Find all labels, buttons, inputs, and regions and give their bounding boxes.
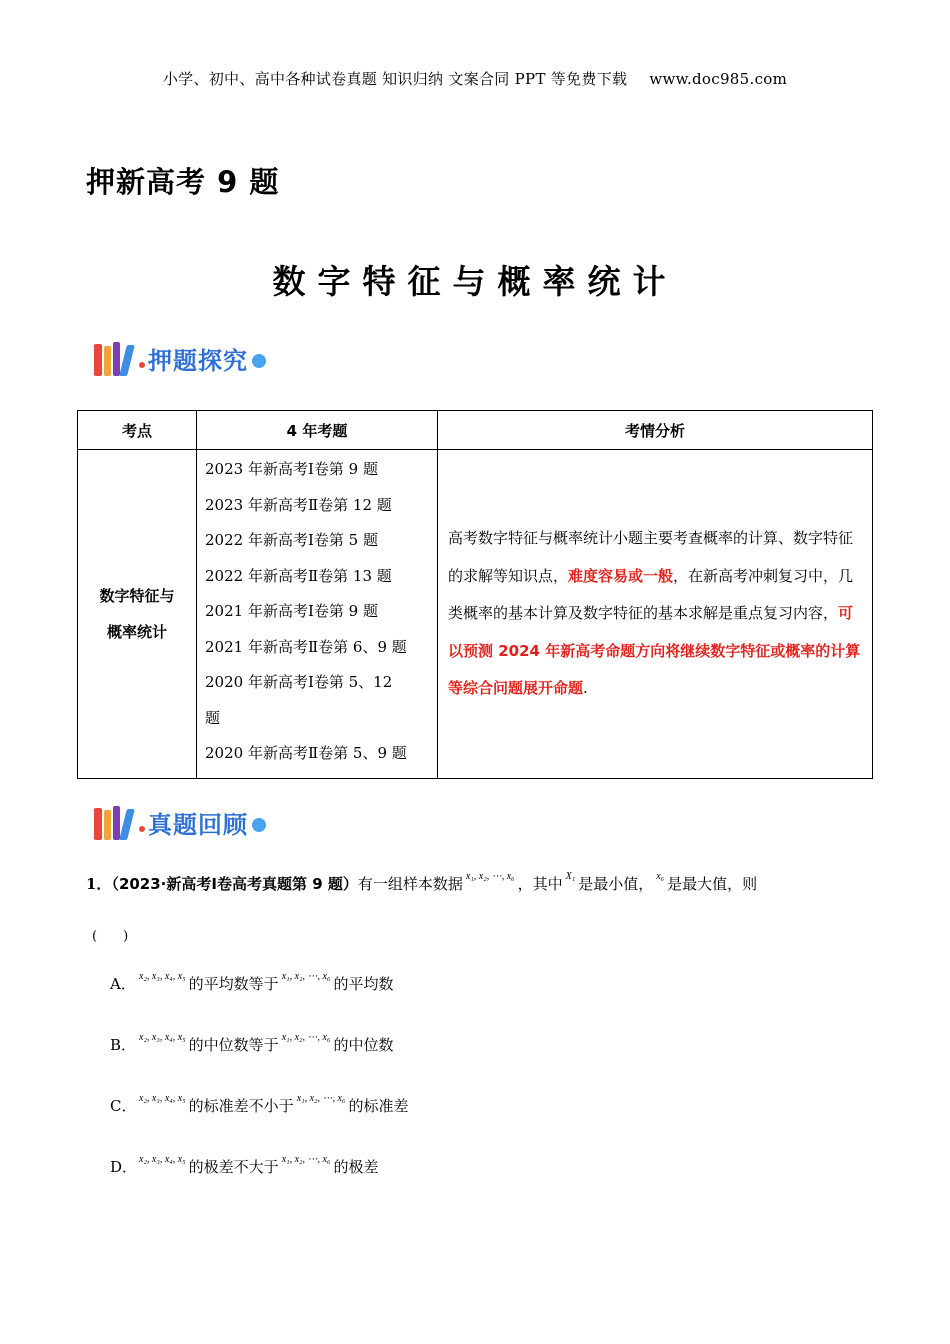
topic-line: 数字特征与 [99,586,175,605]
analysis-cell [438,450,873,779]
exams-cell [197,450,438,779]
option-text: 的极差不大于 [188,1158,279,1176]
math-vars: x₂, x₃, x₄, x₅ [139,1032,186,1043]
page-header [0,68,950,89]
option-text: 的中位数 [333,1036,394,1054]
math-vars: x₁, x₂, ⋯, x₆ [281,1154,331,1165]
exam-item: 2023 年新高考Ⅱ卷第 12 题 [205,495,392,514]
dot-icon [252,818,266,832]
math-var-min: X₁ [565,871,576,882]
math-var-max: x₆ [656,871,665,882]
question-stem [86,873,757,894]
option-c [110,1095,408,1116]
option-b [110,1034,393,1055]
option-text: 的平均数 [333,975,394,993]
topic-cell [78,450,197,779]
main-title: 数字特征与概率统计 [272,262,678,301]
table-row [78,450,873,779]
option-text: 的极差 [333,1158,379,1176]
section-title: 押题探究 [148,346,248,375]
analysis-highlight: 难度容易或一般 [568,566,674,585]
math-vars: x₁, x₂, ⋯, x₆ [281,971,331,982]
math-vars: x₂, x₃, x₄, x₅ [139,1154,186,1165]
header-text: 小学、初中、高中各种试卷真题 知识归纳 文案合同 PPT 等免费下载 [162,70,628,88]
option-label: D． [110,1158,138,1176]
math-vars: x₁, x₂, ⋯, x₆ [296,1093,346,1104]
option-label: C． [110,1097,137,1115]
section-badge-explore [92,336,266,380]
option-text: 的中位数等于 [188,1036,279,1054]
section-badge-review [92,800,266,844]
analysis-highlight: 可以预测 2024 年新高考命题方向将继续数字特征或概率的计算等综合问题展开命题 [448,604,861,697]
dot-icon [252,354,266,368]
exam-item: 2022 年新高考Ⅰ卷第 5 题 [205,531,378,549]
exam-item: 2022 年新高考Ⅱ卷第 13 题 [205,566,392,585]
section-title: 真题回顾 [148,810,248,839]
exam-item: 2021 年新高考Ⅰ卷第 9 题 [205,602,378,620]
question-source: （2023·新高考Ⅰ卷高考真题第 9 题） [111,875,358,893]
option-a [110,973,393,994]
answer-paren: ( ) [92,929,129,944]
question-text: 是最小值， [578,875,654,893]
col-header: 考点 [78,411,197,450]
col-header: 4 年考题 [197,411,438,450]
option-d [110,1156,378,1177]
option-text: 的平均数等于 [188,975,279,993]
exam-table [77,410,873,779]
question-text: 是最大值，则 [667,875,758,893]
header-site: www.doc985.com [649,70,788,88]
question-number: 1． [86,875,112,893]
analysis-text: 高考数字特征与概率统计小题主要考查概率的计算、数字特征的求解等知识点， [448,529,854,585]
exam-item: 2021 年新高考Ⅱ卷第 6、9 题 [205,637,407,656]
math-vars: x₂, x₃, x₄, x₅ [139,1093,186,1104]
question-text: 有一组样本数据 [357,875,463,893]
books-icon [92,802,136,842]
topic-line: 概率统计 [106,622,167,641]
exam-item: 题 [205,708,221,727]
math-vars: x₁, x₂, ⋯, x₆ [281,1032,331,1043]
exam-item: 2020 年新高考Ⅱ卷第 5、9 题 [205,744,407,762]
option-text: 的标准差不小于 [188,1097,294,1115]
exam-item: 2020 年新高考Ⅰ卷第 5、12 [205,673,393,691]
question-text: ，其中 [517,875,563,893]
option-label: B． [110,1036,137,1054]
series-title: 押新高考 9 题 [86,165,280,199]
col-header: 考情分析 [438,411,873,450]
exam-item: 2023 年新高考Ⅰ卷第 9 题 [205,460,378,478]
option-label: A． [110,975,136,993]
analysis-end: . [583,679,588,697]
table-header-row [78,411,873,450]
option-text: 的标准差 [348,1097,409,1115]
math-vars: x₁, x₂, ⋯, x₆ [465,871,515,882]
analysis-text: ，在新高考冲刺复习中，几类概率的基本计算及数字特征的基本求解是重点复习内容， [448,566,854,622]
books-icon [92,338,136,378]
math-vars: x₂, x₃, x₄, x₅ [139,971,186,982]
